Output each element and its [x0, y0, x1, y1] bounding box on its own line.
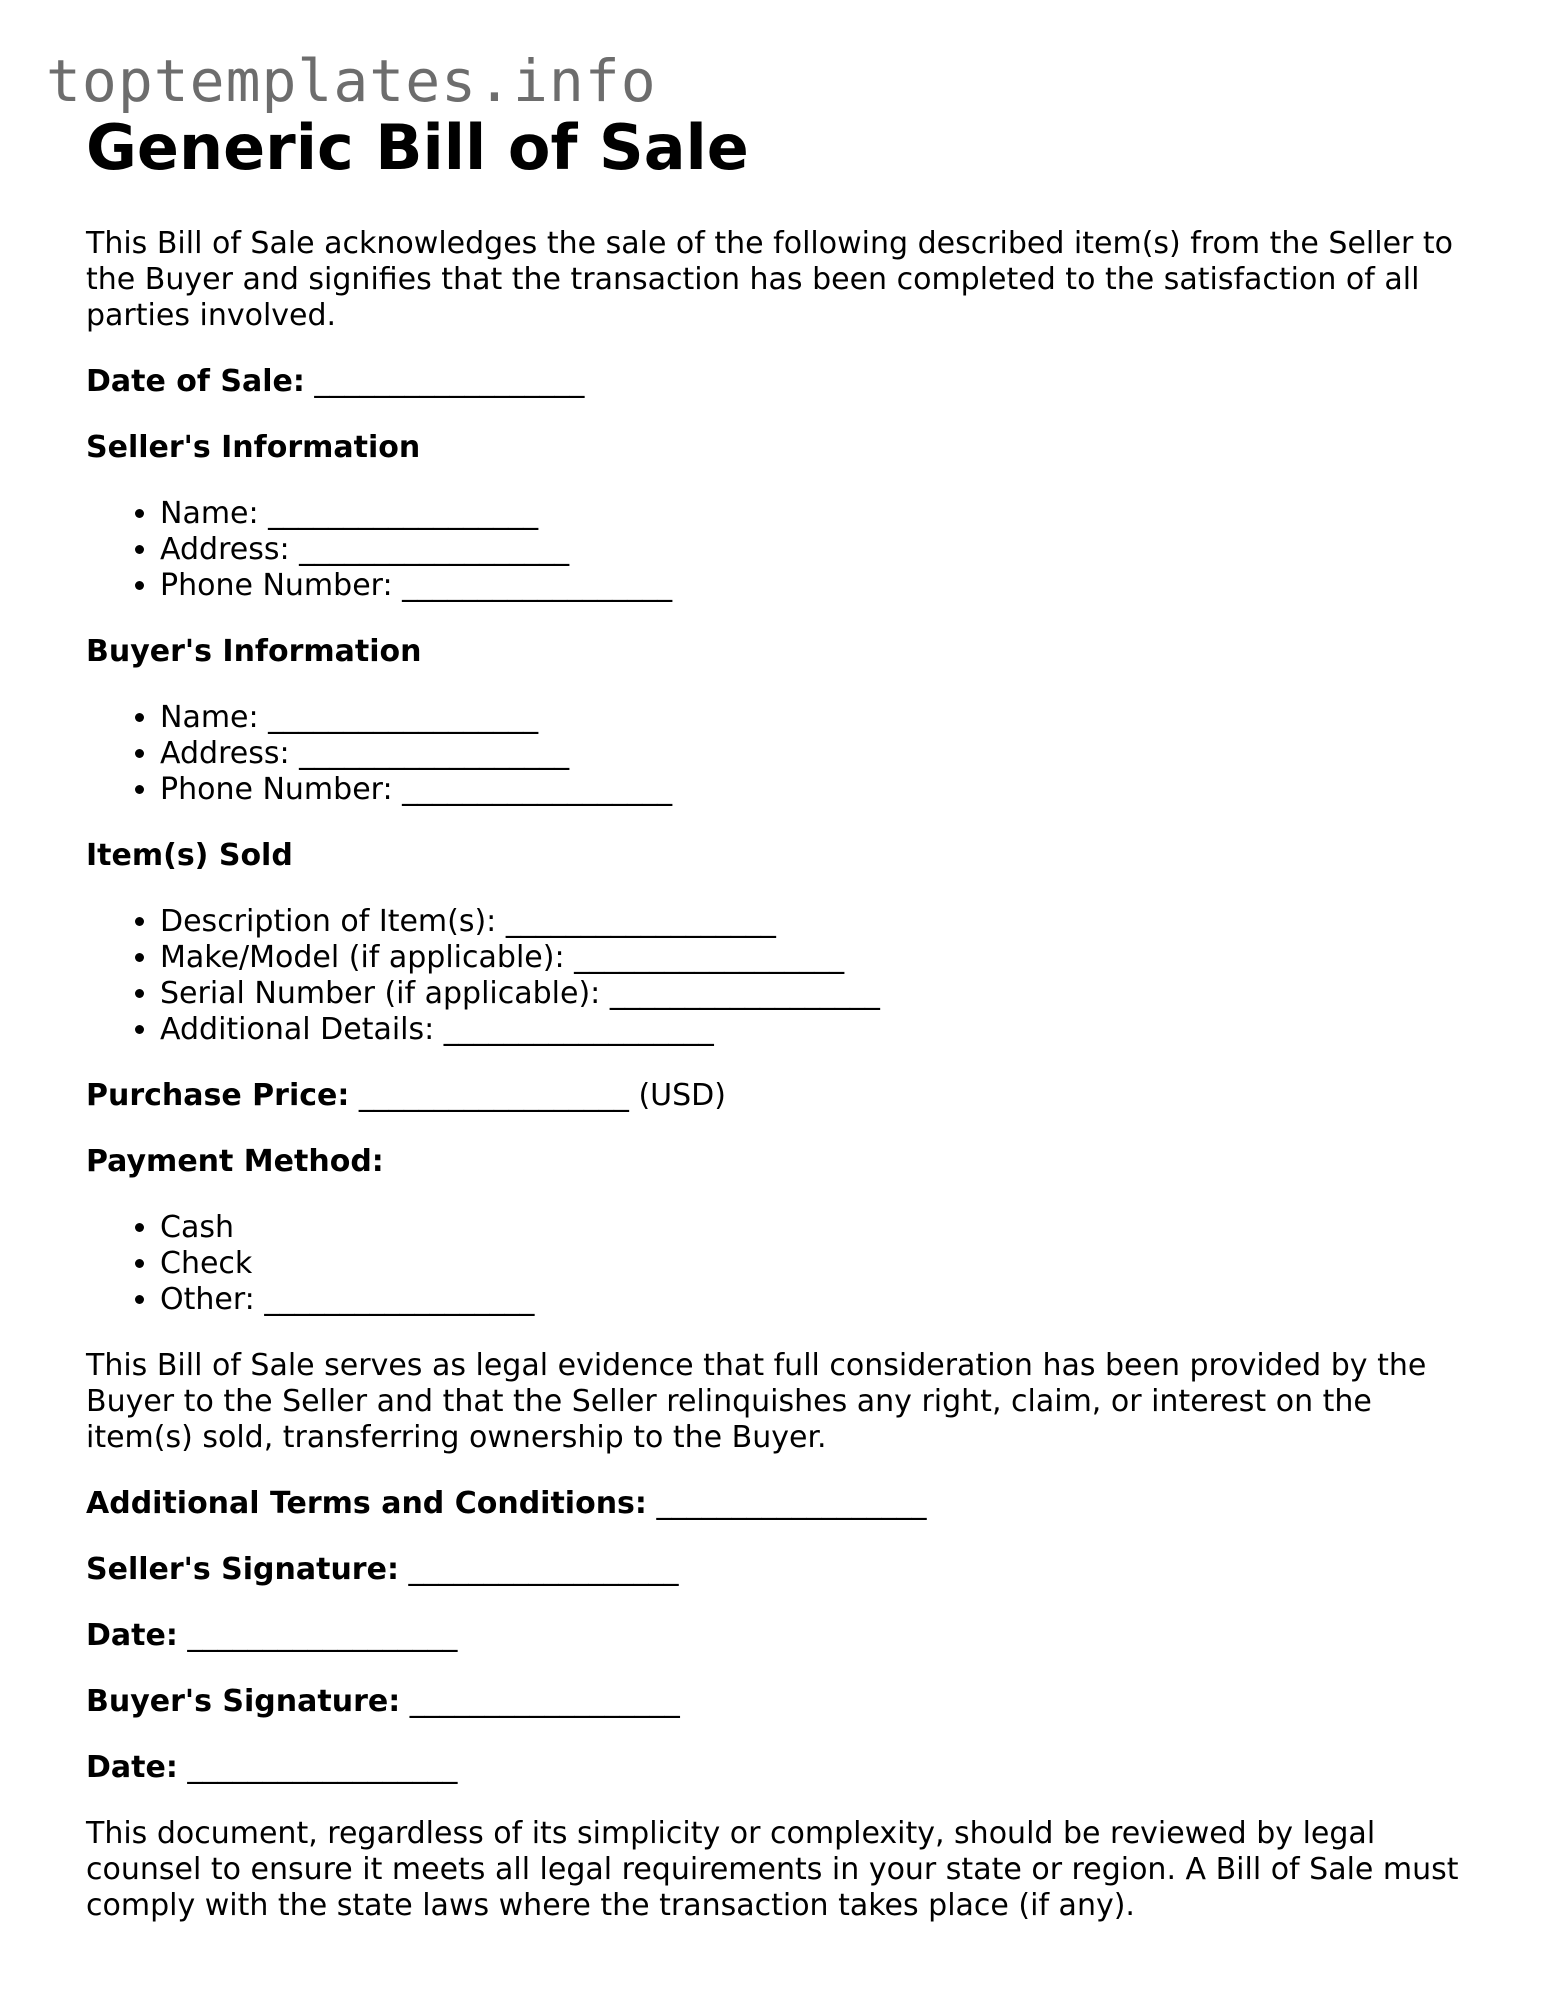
terms-field: [86, 1486, 1486, 1522]
list-item: [160, 940, 1486, 976]
buyer-signature-field: [86, 1684, 1486, 1720]
items-sold-heading: Item(s) Sold: [86, 838, 293, 873]
terms-blank[interactable]: __________________: [656, 1486, 927, 1521]
list-item: [160, 568, 1486, 604]
payment-other-blank[interactable]: __________________: [264, 1282, 535, 1317]
seller-date-field: [86, 1618, 1486, 1654]
item-description-blank[interactable]: __________________: [505, 904, 776, 939]
item-serial-label: Serial Number (if applicable):: [160, 976, 601, 1011]
list-item: [160, 1012, 1486, 1048]
list-item: [160, 904, 1486, 940]
item-make-model-blank[interactable]: __________________: [574, 940, 845, 975]
item-details-label: Additional Details:: [160, 1012, 435, 1047]
item-details-blank[interactable]: __________________: [443, 1012, 714, 1047]
list-item: [160, 736, 1486, 772]
list-item: [160, 532, 1486, 568]
buyer-name-blank[interactable]: __________________: [268, 700, 539, 735]
seller-info-list: [86, 496, 1486, 604]
seller-address-label: Address:: [160, 532, 290, 567]
purchase-price-field: [86, 1078, 1486, 1114]
item-make-model-label: Make/Model (if applicable):: [160, 940, 565, 975]
list-item: [160, 772, 1486, 808]
item-serial-blank[interactable]: __________________: [609, 976, 880, 1011]
buyer-info-heading: Buyer's Information: [86, 634, 422, 669]
payment-check-label: Check: [160, 1246, 253, 1281]
payment-cash-label: Cash: [160, 1210, 234, 1245]
seller-date-label: Date:: [86, 1618, 178, 1653]
document-title: Generic Bill of Sale: [86, 111, 749, 184]
consideration-paragraph: This Bill of Sale serves as legal evidence that full consideration has been provided by the Buyer to the Seller and that the Seller relinquishes any right, claim, or interest on the item(s) sold, transferring ownership to the Buyer.: [86, 1348, 1427, 1455]
document-page: [86, 108, 1486, 1924]
seller-date-blank[interactable]: __________________: [187, 1618, 458, 1653]
buyer-info-list: [86, 700, 1486, 808]
seller-phone-blank[interactable]: __________________: [402, 568, 673, 603]
buyer-date-label: Date:: [86, 1750, 178, 1785]
seller-signature-blank[interactable]: __________________: [408, 1552, 679, 1587]
list-item: [160, 700, 1486, 736]
buyer-phone-blank[interactable]: __________________: [402, 772, 673, 807]
list-item: [160, 976, 1486, 1012]
seller-signature-label: Seller's Signature:: [86, 1552, 399, 1587]
seller-address-blank[interactable]: __________________: [299, 532, 570, 567]
buyer-phone-label: Phone Number:: [160, 772, 393, 807]
purchase-price-blank[interactable]: __________________: [358, 1078, 629, 1113]
buyer-date-blank[interactable]: __________________: [187, 1750, 458, 1785]
items-sold-list: [86, 904, 1486, 1048]
buyer-signature-label: Buyer's Signature:: [86, 1684, 401, 1719]
list-item: [160, 1282, 1486, 1318]
seller-phone-label: Phone Number:: [160, 568, 393, 603]
date-of-sale-field: [86, 364, 1486, 400]
watermark-text: toptemplates.info: [46, 47, 657, 115]
seller-name-label: Name:: [160, 496, 259, 531]
date-of-sale-blank[interactable]: __________________: [314, 364, 585, 399]
date-of-sale-label: Date of Sale:: [86, 364, 305, 399]
buyer-name-label: Name:: [160, 700, 259, 735]
buyer-date-field: [86, 1750, 1486, 1786]
payment-other-label: Other:: [160, 1282, 255, 1317]
buyer-address-blank[interactable]: __________________: [299, 736, 570, 771]
purchase-price-label: Purchase Price:: [86, 1078, 350, 1113]
list-item: [160, 496, 1486, 532]
intro-paragraph: This Bill of Sale acknowledges the sale of the following described item(s) from the Seller to the Buyer and signifies that the transaction has been completed to the satisfaction of all parties involved.: [86, 226, 1454, 333]
seller-info-heading: Seller's Information: [86, 430, 421, 465]
terms-label: Additional Terms and Conditions:: [86, 1486, 647, 1521]
payment-method-list: [86, 1210, 1486, 1318]
currency-label: (USD): [638, 1078, 726, 1113]
disclaimer-paragraph: This document, regardless of its simplicity or complexity, should be reviewed by legal counsel to ensure it meets all legal requirements in your state or region. A Bill of Sale must comply with the state laws where the transaction takes place (if any).: [86, 1816, 1459, 1923]
item-description-label: Description of Item(s):: [160, 904, 497, 939]
payment-method-heading: Payment Method:: [86, 1144, 384, 1179]
seller-name-blank[interactable]: __________________: [268, 496, 539, 531]
buyer-address-label: Address:: [160, 736, 290, 771]
buyer-signature-blank[interactable]: __________________: [409, 1684, 680, 1719]
list-item: [160, 1210, 1486, 1246]
seller-signature-field: [86, 1552, 1486, 1588]
list-item: [160, 1246, 1486, 1282]
